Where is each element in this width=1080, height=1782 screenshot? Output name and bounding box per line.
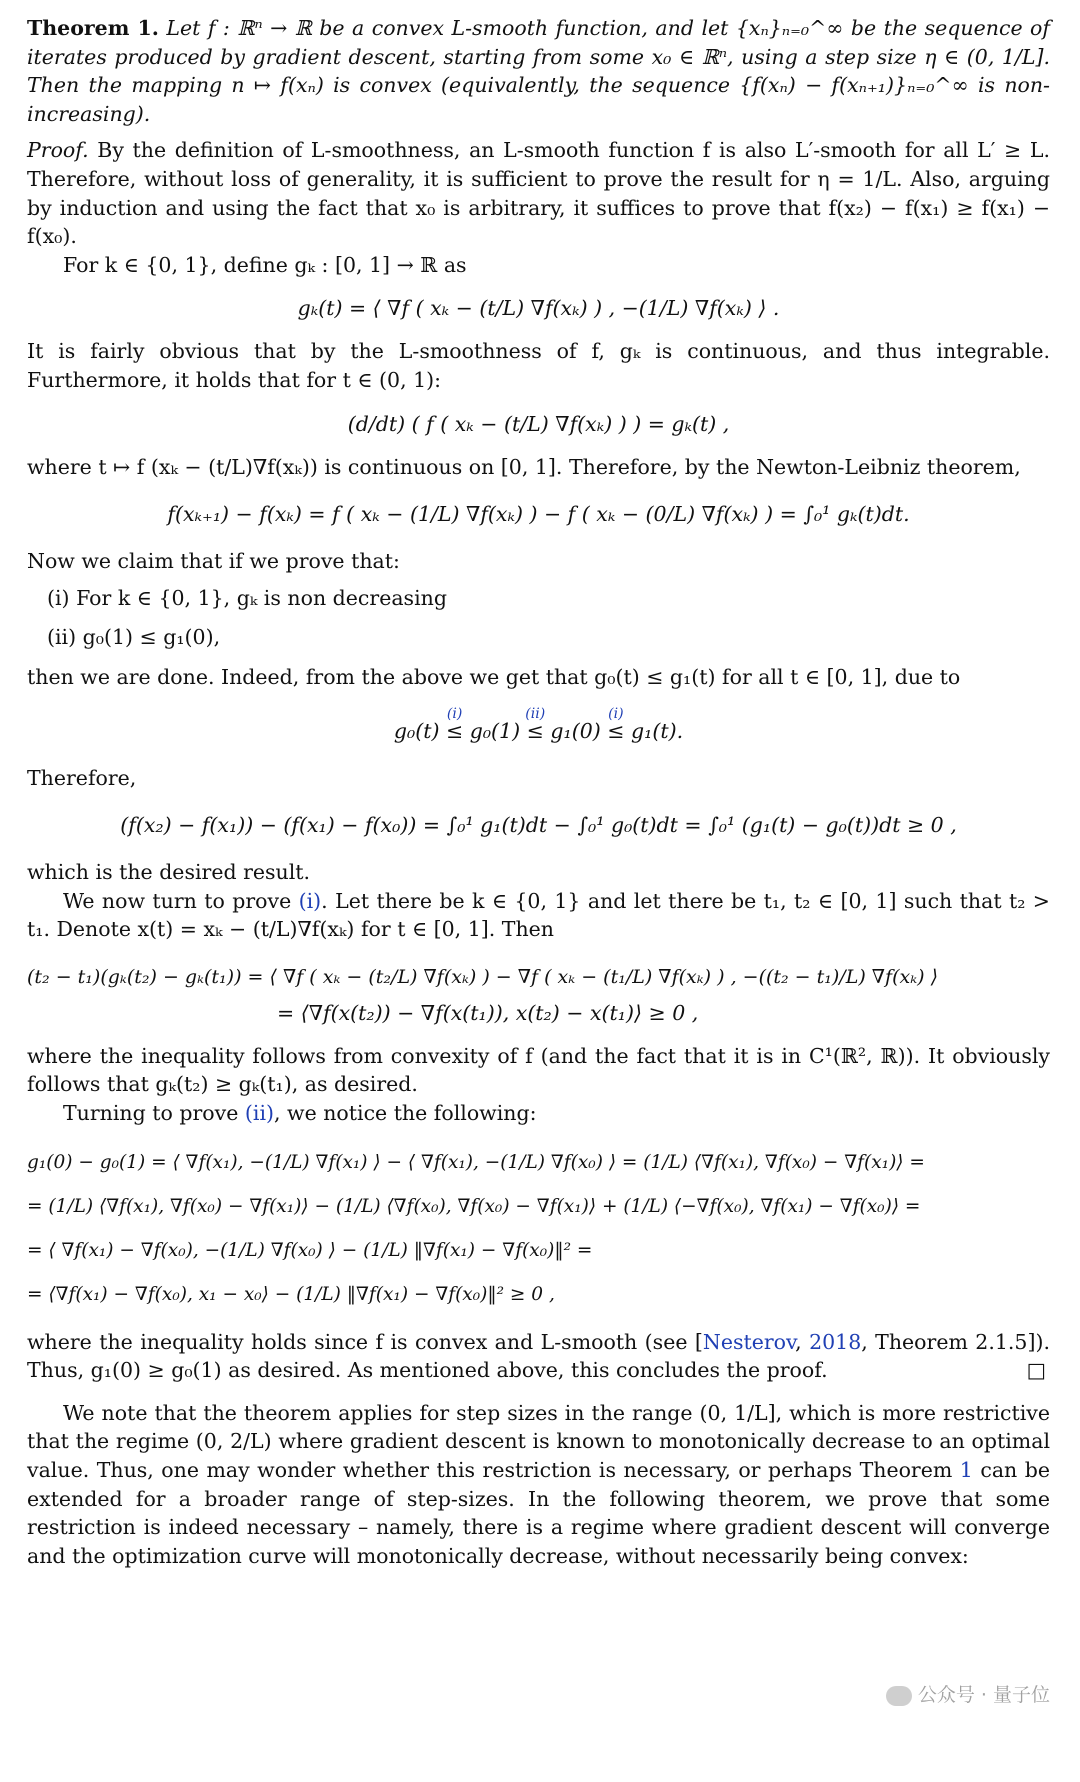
- equation-newton-leibniz: f(xₖ₊₁) − f(xₖ) = f ( xₖ − (1/L) ∇f(xₖ) ) − f ( xₖ − (0/L) ∇f(xₖ) ) = ∫₀¹ gₖ(t)dt.: [167, 502, 910, 527]
- ref-claim-ii[interactable]: (ii): [244, 1101, 274, 1126]
- equation-monotone-line-1: (t₂ − t₁)(gₖ(t₂) − gₖ(t₁)) = ⟨ ∇f ( xₖ − (t₂/L) ∇f(xₖ) ) − ∇f ( xₖ − (t₁/L) ∇f(xₖ) ) , −((t₂ − t₁)/L) ∇f(xₖ) ⟩: [27, 965, 938, 988]
- closing-paragraph: We note that the theorem applies for step sizes in the range (0, 1/L], which is more restrictive that the regime (0, 2/L) where gradient descent is known to monotonically decrease to an optimal value. Thus, one may wonder whether this restriction is necessary, or perhaps Theorem 1 can be extended for a broader range of step-sizes. In the following theorem, we prove that some restriction is indeed necessary – namely, there is a regime where gradient descent will converge and the optimization curve will monotonically decrease, without necessarily being convex:: [27, 1400, 1050, 1568]
- ref-claim-i[interactable]: (i): [298, 888, 322, 913]
- equation-ii-line-3: = ⟨ ∇f(x₁) − ∇f(x₀), −(1/L) ∇f(x₀) ⟩ − (1/L) ‖∇f(x₁) − ∇f(x₀)‖² =: [27, 1239, 593, 1261]
- proof-label: Proof.: [27, 138, 89, 163]
- theorem-label: Theorem 1.: [27, 16, 159, 40]
- proof-paragraph-10: where the inequality follows from convexity of f (and the fact that it is in C¹(ℝ², ℝ)). It obviously follows that gₖ(t₂) ≥ gₖ(t₁), as desired.: [27, 1043, 1050, 1097]
- proof-paragraph-1: Proof. By the definition of L-smoothness, an L-smooth function f is also L′-smooth for all L′ ≥ L. Therefore, without loss of generality, it is sufficient to prove the result for η = 1/L. Also, arguing by induction and using the fact that x₀ is arbitrary, it suffices to prove that f(x₂) − f(x₁) ≥ f(x₁) − f(x₀).: [27, 138, 1050, 249]
- proof-paragraph-6: then we are done. Indeed, from the above we get that g₀(t) ≤ g₁(t) for all t ∈ [0, 1], due to: [27, 664, 961, 689]
- proof-paragraph-12: where the inequality holds since f is convex and L-smooth (see [Nesterov, 2018, Theorem 2.1.5]). Thus, g₁(0) ≥ g₀(1) as desired. As mentioned above, this concludes the proof. □: [27, 1328, 1050, 1385]
- leq-marked-i: (i) ≤: [446, 705, 464, 743]
- claim-item-i: (i) For k ∈ {0, 1}, gₖ is non decreasing: [47, 585, 447, 610]
- equation-derivative: (d/dt) ( f ( xₖ − (t/L) ∇f(xₖ) ) ) = gₖ(t) ,: [347, 411, 730, 436]
- equation-gk-definition: gₖ(t) = ⟨ ∇f ( xₖ − (t/L) ∇f(xₖ) ) , −(1/L) ∇f(xₖ) ⟩ .: [297, 296, 780, 321]
- proof-paragraph-3: It is fairly obvious that by the L-smoothness of f, gₖ is continuous, and thus integrable. Furthermore, it holds that for t ∈ (0, 1):: [27, 339, 1050, 392]
- ref-theorem-1[interactable]: 1: [959, 1458, 973, 1483]
- watermark: [886, 1681, 1050, 1710]
- proof-paragraph-4: where t ↦ f (xₖ − (t/L)∇f(xₖ)) is continuous on [0, 1]. Therefore, by the Newton-Leibniz theorem,: [27, 454, 1021, 479]
- proof-paragraph-5: Now we claim that if we prove that:: [27, 549, 400, 574]
- leq-marked-ii: (ii) ≤: [525, 705, 546, 743]
- equation-chain: g₀(t) (i) ≤ g₀(1) (ii) ≤ g₁(0) (i) ≤ g₁(t).: [27, 714, 1050, 748]
- proof-paragraph-11: Turning to prove (ii), we notice the following:: [63, 1101, 537, 1126]
- proof-paragraph-2: For k ∈ {0, 1}, define gₖ : [0, 1] → ℝ as: [63, 252, 467, 277]
- claim-item-ii: (ii) g₀(1) ≤ g₁(0),: [47, 625, 221, 650]
- equation-integral-difference: (f(x₂) − f(x₁)) − (f(x₁) − f(x₀)) = ∫₀¹ g₁(t)dt − ∫₀¹ g₀(t)dt = ∫₀¹ (g₁(t) − g₀(t))dt ≥ 0 ,: [120, 813, 957, 838]
- theorem-statement: [27, 14, 1050, 128]
- watermark-text: 公众号 · 量子位: [917, 1684, 1050, 1707]
- proof-paragraph-7: Therefore,: [27, 765, 137, 790]
- equation-ii-line-4: = ⟨∇f(x₁) − ∇f(x₀), x₁ − x₀⟩ − (1/L) ‖∇f(x₁) − ∇f(x₀)‖² ≥ 0 ,: [27, 1283, 555, 1305]
- proof-paragraph-9: We now turn to prove (i). Let there be k ∈ {0, 1} and let there be t₁, t₂ ∈ [0, 1] such that t₂ > t₁. Denote x(t) = xₖ − (t/L)∇f(xₖ) for t ∈ [0, 1]. Then: [27, 888, 1050, 942]
- qed-symbol: □: [1026, 1358, 1046, 1383]
- claim-list: [47, 584, 1050, 652]
- theorem-text: Let f : ℝⁿ → ℝ be a convex L-smooth function, and let {xₙ}ₙ₌₀^∞ be the sequence of iterates produced by gradient descent, starting from some x₀ ∈ ℝⁿ, using a step size η ∈ (0, 1/L]. Then the mapping n ↦ f(xₙ) is convex (equivalently, the sequence {f(xₙ) − f(xₙ₊₁)}ₙ₌₀^∞ is non-increasing).: [27, 16, 1050, 126]
- wechat-logo-icon: [886, 1686, 912, 1706]
- citation-year[interactable]: 2018: [809, 1329, 862, 1354]
- leq-marked-i-2: (i) ≤: [607, 705, 625, 743]
- proof-paragraph-8: which is the desired result.: [27, 860, 311, 885]
- equation-monotone-line-2: = ⟨∇f(x(t₂)) − ∇f(x(t₁)), x(t₂) − x(t₁)⟩ ≥ 0 ,: [277, 1000, 699, 1025]
- equation-ii-line-2: = (1/L) ⟨∇f(x₁), ∇f(x₀) − ∇f(x₁)⟩ − (1/L) ⟨∇f(x₀), ∇f(x₀) − ∇f(x₁)⟩ + (1/L) ⟨−∇f(x₀), ∇f(x₁) − ∇f(x₀)⟩ =: [27, 1195, 921, 1217]
- equation-ii-line-1: g₁(0) − g₀(1) = ⟨ ∇f(x₁), −(1/L) ∇f(x₁) ⟩ − ⟨ ∇f(x₁), −(1/L) ∇f(x₀) ⟩ = (1/L) ⟨∇f(x₁), ∇f(x₀) − ∇f(x₁)⟩ =: [27, 1151, 925, 1173]
- citation-nesterov[interactable]: Nesterov: [702, 1329, 796, 1354]
